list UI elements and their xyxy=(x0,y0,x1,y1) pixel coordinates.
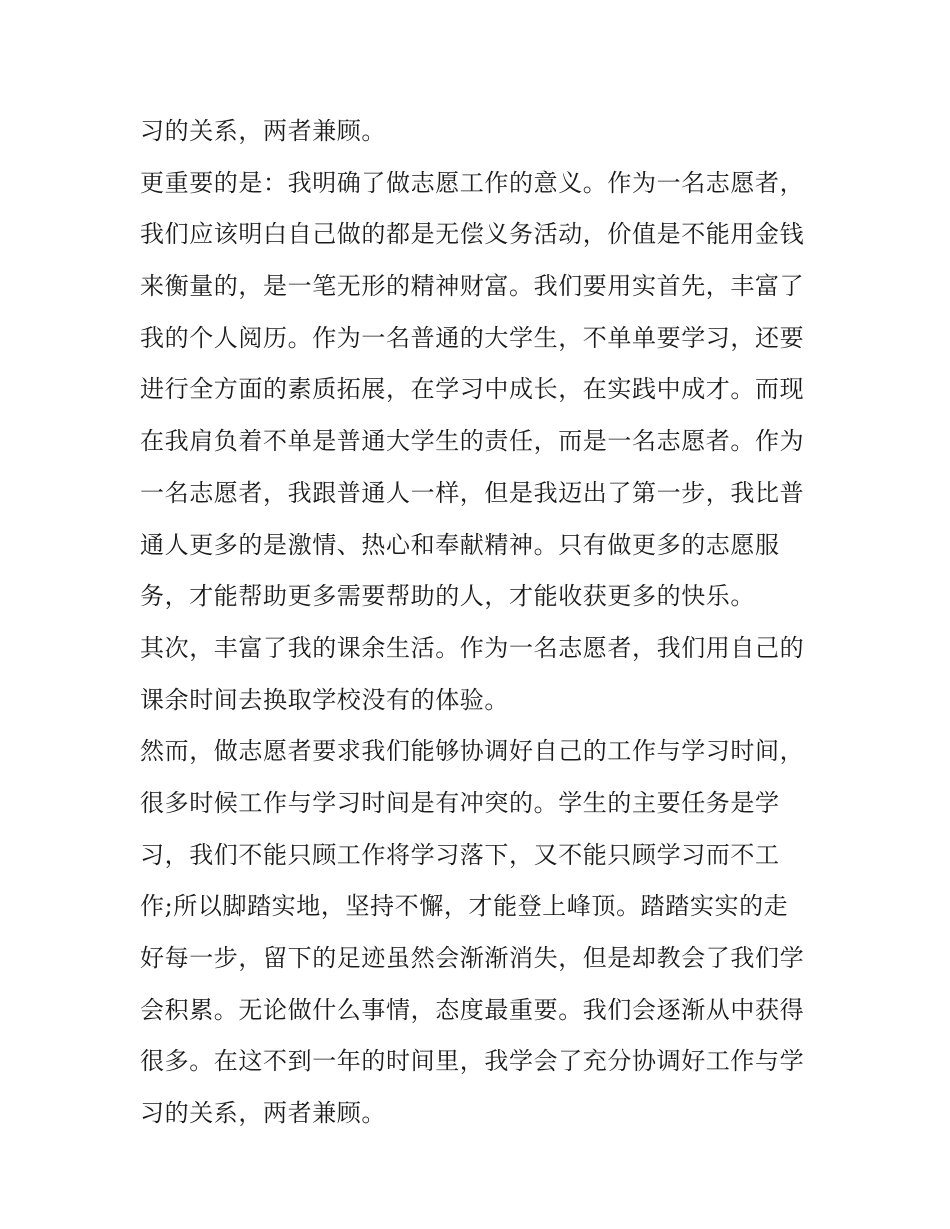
text-line-20: 习的关系，两者兼顾。 xyxy=(140,1099,386,1128)
text-line-8: 一名志愿者，我跟普通人一样，但是我迈出了第一步，我比普 xyxy=(140,478,805,507)
text-line-5: 我的个人阅历。作为一名普通的大学生，不单单要学习，还要 xyxy=(140,323,805,352)
text-line-3: 我们应该明白自己做的都是无偿义务活动，价值是不能用金钱 xyxy=(140,220,805,249)
text-line-15: 习，我们不能只顾工作将学习落下，又不能只顾学习而不工 xyxy=(140,840,780,869)
text-line-7: 在我肩负着不单是普通大学生的责任，而是一名志愿者。作为 xyxy=(140,427,805,456)
text-line-12: 课余时间去换取学校没有的体验。 xyxy=(140,685,509,714)
text-line-9: 通人更多的是激情、热心和奉献精神。只有做更多的志愿服 xyxy=(140,530,780,559)
text-line-14: 很多时候工作与学习时间是有冲突的。学生的主要任务是学 xyxy=(140,788,780,817)
text-line-18: 会积累。无论做什么事情，态度最重要。我们会逐渐从中获得 xyxy=(140,995,805,1024)
text-line-13: 然而，做志愿者要求我们能够协调好自己的工作与学习时间， xyxy=(140,737,805,766)
text-line-10: 务，才能帮助更多需要帮助的人，才能收获更多的快乐。 xyxy=(140,582,755,611)
text-line-1: 习的关系，两者兼顾。 xyxy=(140,117,386,145)
text-line-4: 来衡量的，是一笔无形的精神财富。我们要用实首先，丰富了 xyxy=(140,272,805,301)
text-line-6: 进行全方面的素质拓展，在学习中成长，在实践中成才。而现 xyxy=(140,375,805,404)
text-line-17: 好每一步，留下的足迹虽然会渐渐消失，但是却教会了我们学 xyxy=(140,944,805,972)
document-body xyxy=(140,106,812,1140)
text-line-16: 作;所以脚踏实地，坚持不懈，才能登上峰顶。踏踏实实的走 xyxy=(140,892,789,921)
text-line-19: 很多。在这不到一年的时间里，我学会了充分协调好工作与学 xyxy=(140,1047,805,1076)
text-line-11: 其次，丰富了我的课余生活。作为一名志愿者，我们用自己的 xyxy=(140,633,805,662)
text-line-2: 更重要的是：我明确了做志愿工作的意义。作为一名志愿者， xyxy=(140,168,805,197)
